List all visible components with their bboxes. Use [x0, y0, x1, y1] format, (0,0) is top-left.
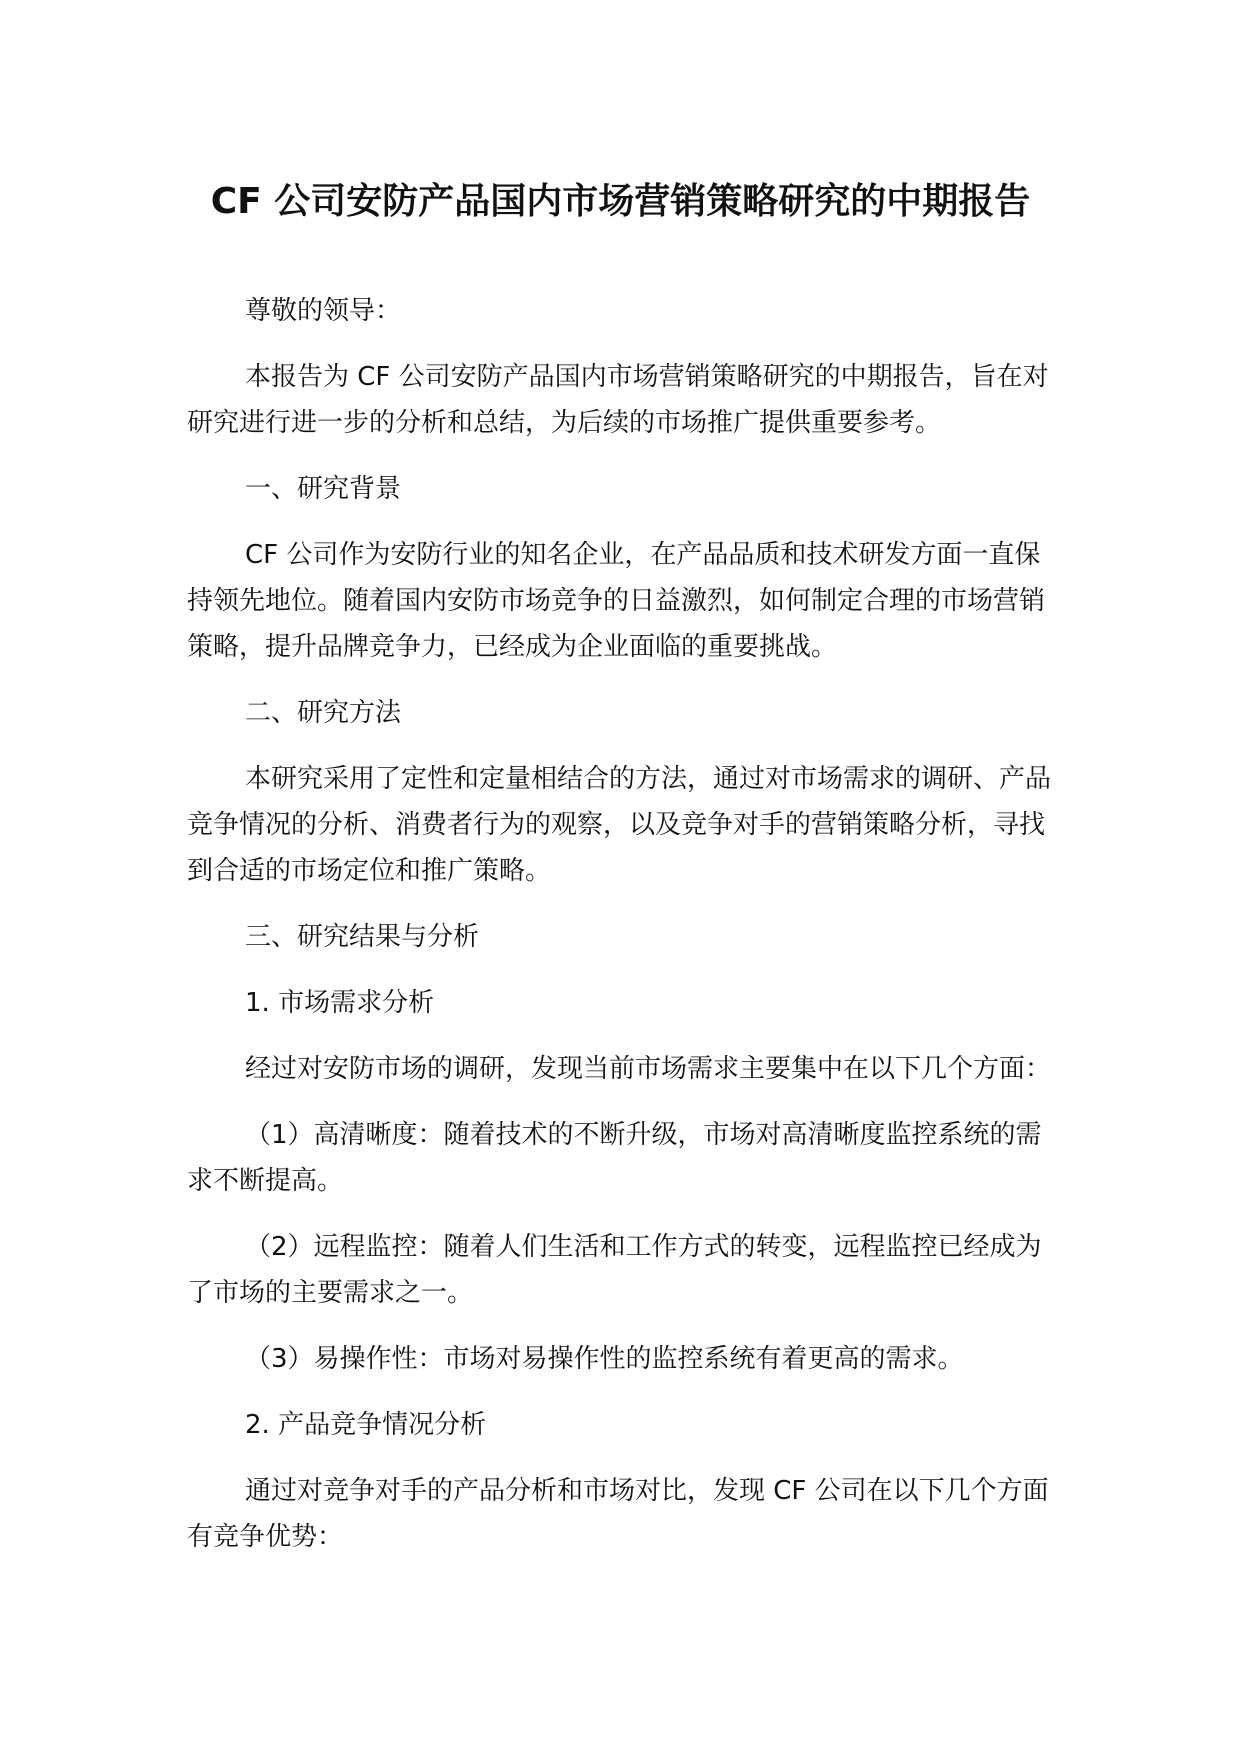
- list-item: （2）远程监控：随着人们生活和工作方式的转变，远程监控已经成为了市场的主要需求之一。: [187, 1232, 1042, 1308]
- market-demand-paragraph: 经过对安防市场的调研，发现当前市场需求主要集中在以下几个方面：: [245, 1054, 1052, 1084]
- salutation: 尊敬的领导：: [245, 296, 402, 326]
- document-title: CF 公司安防产品国内市场营销策略研究的中期报告: [210, 181, 1031, 222]
- intro-paragraph: 本报告为 CF 公司安防产品国内市场营销策略研究的中期报告，旨在对研究进行进一步的分析和总结，为后续的市场推广提供重要参考。: [187, 362, 1049, 438]
- list-item: （3）易操作性：市场对易操作性的监控系统有着更高的需求。: [245, 1344, 964, 1374]
- section-heading-background: 一、研究背景: [245, 474, 402, 504]
- competition-paragraph: 通过对竞争对手的产品分析和市场对比，发现 CF 公司在以下几个方面有竞争优势：: [187, 1476, 1049, 1552]
- subheading-competition: 2. 产品竞争情况分析: [245, 1410, 487, 1440]
- background-paragraph: CF 公司作为安防行业的知名企业，在产品品质和技术研发方面一直保持领先地位。随着国内安防市场竞争的日益激烈，如何制定合理的市场营销策略，提升品牌竞争力，已经成为企业面临的重要挑战。: [187, 540, 1046, 662]
- section-heading-method: 二、研究方法: [245, 698, 402, 728]
- list-item: （1）高清晰度：随着技术的不断升级，市场对高清晰度监控系统的需求不断提高。: [187, 1120, 1042, 1196]
- section-heading-results: 三、研究结果与分析: [245, 922, 480, 952]
- subheading-market-demand: 1. 市场需求分析: [245, 988, 435, 1018]
- document-body: [187, 288, 1055, 1560]
- method-paragraph: 本研究采用了定性和定量相结合的方法，通过对市场需求的调研、产品竞争情况的分析、消费者行为的观察，以及竞争对手的营销策略分析，寻找到合适的市场定位和推广策略。: [187, 764, 1052, 886]
